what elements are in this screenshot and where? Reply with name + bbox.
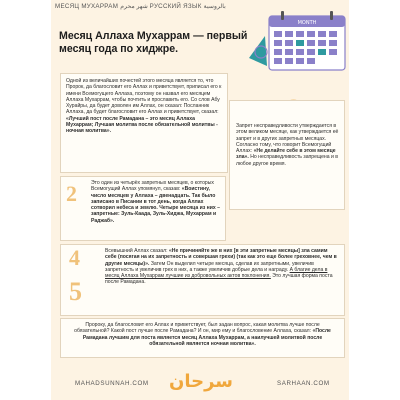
card-1 <box>60 73 228 173</box>
card-6-quote: «После Рамадана лучшим для поста является месяц Аллаха Мухаррам, а наилучшей молитвой после обязательной является ночная молитва». <box>82 328 331 347</box>
card-2 <box>60 176 226 241</box>
footer-link-mahadsunnah[interactable]: MAHADSUNNAH.COM <box>75 380 149 387</box>
card-6-text: Пророку, да благословит его Аллах и приветствует, был задан вопрос, какая молитва лучше после обязательной? Какой пост лучше после Рамадана? И он, мир ему и благословение Аллаха, сказал: <box>74 322 320 335</box>
logo-text: سرحان <box>169 371 233 392</box>
card-6 <box>60 318 345 358</box>
page-title: Месяц Аллаха Мухаррам — первый месяц года по хиджре. <box>59 30 248 55</box>
footer <box>51 366 349 400</box>
footer-link-sarhaan[interactable]: SARHAAN.COM <box>277 380 330 387</box>
card-4-text: Всевышний Аллах сказал: <box>105 248 168 254</box>
card-2-quote: «Воистину, число месяцев у Аллаха – двенадцать. Так было записано в Писании в тот день, когда Аллах сотворил небеса и землю. Четыре месяца из них – запретные: Зуль-Каада, Зуль-Хиджа, Мухаррам и Раджаб». <box>91 186 220 224</box>
card-4-text-mid: Затем Он выделил четыре месяца, сделав их запретными, увеличив запретность и увеличив грех в них, а также увеличив добрые дела и награду. <box>105 260 314 273</box>
card-4-underlined: А благие дела в месяц Аллаха Мухаррам лучшие из добровольных актов поклонения. <box>105 266 328 280</box>
card-1-text: Одной из величайших почестей этого месяца является то, что Пророк, да благословит его Аллах и приветствует, приписал его к имени Всемогущего Аллаха, поэтому он назвал его месяцем Аллаха Мухаррам, чтобы почтить и прославить его. Со слов Абу Хурайры, да будет доволен им Аллах, он сказал: Посланник Аллаха, да будет благословит его Аллах и приветствует, сказал: <box>66 78 222 116</box>
infographic-page <box>51 0 349 400</box>
number-4: 4 <box>69 245 80 270</box>
card-4 <box>60 244 345 316</box>
calendar-label: MONTH <box>297 20 317 26</box>
card-3-text: Запрет несправедливости утверждается в этом великом месяце, как утверждается её запрет и в других запретных месяцах. Согласно тому, что говорит Всемогущий Аллах: <box>236 123 339 155</box>
number-2: 2 <box>66 181 77 206</box>
card-4-quote: «Не причиняйте же в них [в эти запретные месяцы] зла самим себе (посягая на их запретность и совершая грехи) (так как это еще более греховнее, чем в другие месяцы)». <box>105 248 337 267</box>
card-3 <box>229 100 345 210</box>
card-1-quote: «Лучший пост после Рамадана – это месяц Аллаха Мухаррам; Лучшая молитва после обязательной молитвы - ночная молитва». <box>66 115 218 135</box>
header-topline: МЕСЯЦ МУХАРРАМ شهر محرم РУССКИЙ ЯЗЫК بالروسية <box>55 3 226 10</box>
card-3-text-end: Но несправедливость запрещена и в любое другое время. <box>236 154 338 167</box>
card-2-text: Это один из четырёх запретных месяцев, о которых Всемогущий Аллах упомянул, сказав: <box>91 180 214 193</box>
sarhaan-logo <box>169 368 231 396</box>
card-3-quote: «Не делайте себе в этом месяце зла». <box>236 148 336 161</box>
number-5: 5 <box>69 277 82 306</box>
calendar-icon <box>247 6 347 72</box>
card-4-text-end: Это лучшая форма поста после Рамадана. <box>105 273 333 286</box>
